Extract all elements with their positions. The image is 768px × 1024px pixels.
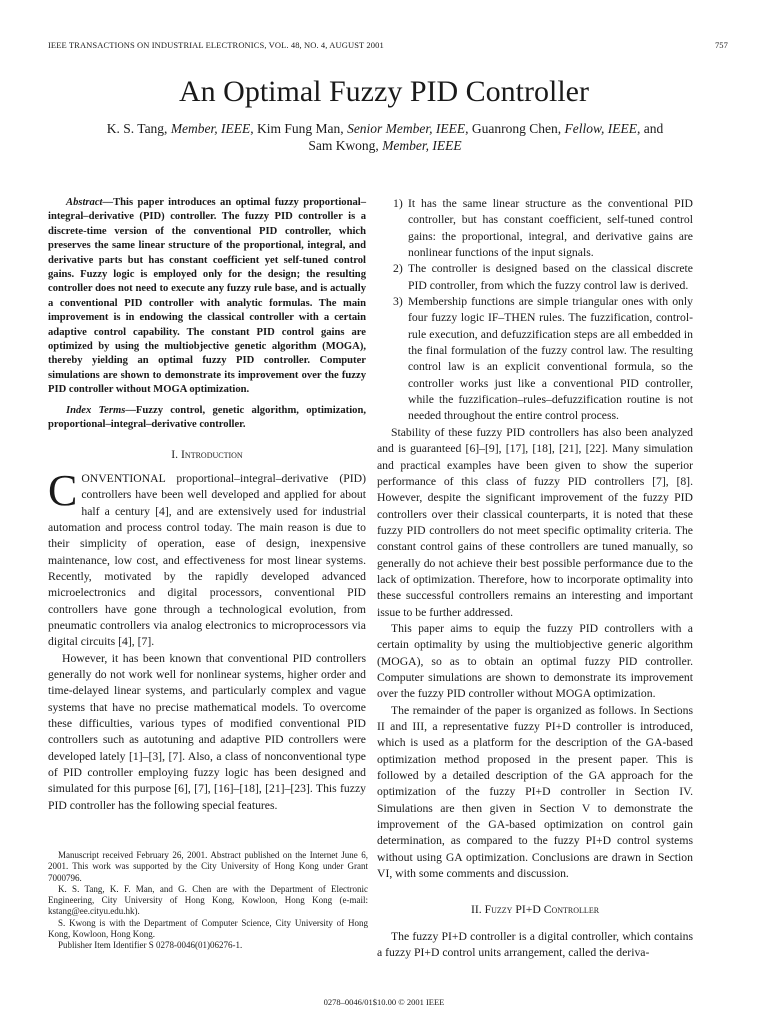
- author-list: [70, 120, 700, 154]
- list-item: [377, 294, 693, 425]
- paragraph: The remainder of the paper is organized as follows. In Sections II and III, a representative fuzzy PI+D controller is introduced, which is used as a platform for the description of the GA-based optimization method proposed in the present paper. This is followed by a detailed description of the GA approach for the optimization of the fuzzy PI+D controller in Section IV. Simulations are then given in Section V to demonstrate the improvement of the GA-based optimization on control gain determination, as compared to the fuzzy PI+D control systems without using GA optimization. Conclusions are drawn in Section VI, with some comments and discussion.: [377, 703, 693, 881]
- section-title: Introduction: [181, 447, 243, 461]
- author-role: Member, IEEE: [382, 138, 462, 153]
- author-role: Fellow, IEEE: [564, 121, 637, 136]
- abstract-text: —This paper introduces an optimal fuzzy proportional–integral–derivative (PID) controller. The fuzzy PID controller is a discrete-time version of the conventional PID controller, which preserves the same linear structure of the proportional, integral, and derivative parts but has constant coefficient yet self-tuned control gains. Fuzzy logic is employed only for the design; the resulting controller does not need to execute any fuzzy rule base, and is actually a conventional PID controller with analytic formulas. The main improvement is in endowing the classical controller with a certain adaptive control capability. The constant PID control gains are optimized by using the multiobjective genetic algorithm (MOGA), thereby yielding an optimal fuzzy PID controller. Computer simulations are shown to demonstrate its improvement over the fuzzy PID controller without MOGA optimization.: [48, 197, 366, 396]
- list-item: [377, 261, 693, 294]
- intro-paragraph-1: [48, 465, 366, 651]
- section-numeral: I.: [171, 447, 179, 461]
- author-role: Member, IEEE: [170, 121, 251, 136]
- page-number: 757: [714, 40, 728, 50]
- right-column: [377, 196, 693, 961]
- section-heading-introduction: [48, 447, 366, 463]
- author-name: , Guanrong Chen,: [465, 121, 562, 136]
- journal-name: IEEE TRANSACTIONS ON INDUSTRIAL ELECTRONICS, VOL. 48, NO. 4, AUGUST 2001: [48, 40, 384, 50]
- features-list: [377, 196, 693, 425]
- list-text: The controller is designed based on the classical discrete PID controller, from which the fuzzy control law is derived.: [408, 262, 693, 292]
- paragraph-text: ONVENTIONAL proportional–integral–derivative (PID) controllers have been well developed and applied for about half a century [4], and are extensively used for industrial automation and process control today. The main reason is due to their simplicity of operation, ease of design, inexpensive maintenance, low cost, and effectiveness for most linear systems. Recently, motivated by the rapidly developed advanced microelectronics and digital processors, conventional PID controllers have gone through a technological evolution, from pneumatic controllers via analog electronics to microprocessors via digital circuits [4], [7].: [48, 471, 366, 649]
- section-heading-fuzzy-pid: [377, 902, 693, 918]
- paragraph: The fuzzy PI+D controller is a digital controller, which contains a fuzzy PI+D control units arrangement, called the deriva-: [377, 929, 693, 960]
- index-terms-text: —Fuzzy control, genetic algorithm, optimization, proportional–integral–derivative controller.: [48, 404, 366, 431]
- footnote: Manuscript received February 26, 2001. Abstract published on the Internet June 6, 2001. This work was supported by the City University of Hong Kong under Grant 7000796.: [48, 850, 368, 883]
- list-text: It has the same linear structure as the conventional PID controller, but has constant coefficient, self-tuned control gains: the proportional, integral, and derivative gains are nonlinear functions of the input signals.: [408, 197, 693, 260]
- author-name: Sam Kwong,: [308, 138, 379, 153]
- paragraph: Stability of these fuzzy PID controllers has also been analyzed and is guaranteed [6]–[9], [17], [18], [21], [22]. Many simulation and practical examples have been given to show the superior performance of this class of fuzzy PID controllers [7], [8]. However, despite the significant improvement of the fuzzy PID controllers over their classical counterparts, it is noted that these fuzzy PID controllers do not meet specific optimality criteria. The constant control gains of these controllers are tuned manually, so generally do not achieve their best possible performance due to the lack of optimization. Therefore, how to incorporate optimality into these successful controllers remains an interesting and important issue to be further addressed.: [377, 425, 693, 619]
- list-number: 2): [393, 262, 403, 276]
- running-header: [48, 40, 728, 50]
- author-name: K. S. Tang,: [106, 121, 168, 136]
- footnote: K. S. Tang, K. F. Man, and G. Chen are with the Department of Electronic Engineering, City University of Hong Kong, Kowloon, Hong Kong (e-mail: kstang@ee.cityu.edu.hk).: [48, 883, 368, 917]
- footnotes: [48, 850, 368, 952]
- left-column: [48, 196, 366, 814]
- section-title: Fuzzy PI+D Controller: [484, 903, 600, 917]
- index-terms-label: Index Terms: [66, 404, 126, 416]
- list-text: Membership functions are simple triangular ones with only four fuzzy logic IF–THEN rules. The fuzzification, control-rule execution, and defuzzification steps are all embedded in the final formulation of the fuzzy control law. The resulting control law is an explicit conventional formula, so the controller works just like a conventional PID controller, while the fuzzification–rules–defuzzification routine is not needed throughout the entire control process.: [408, 295, 693, 423]
- footnote: S. Kwong is with the Department of Computer Science, City University of Hong Kong, Kowloon, Hong Kong.: [48, 917, 368, 940]
- list-number: 1): [393, 197, 403, 210]
- list-item: [377, 196, 693, 261]
- paragraph: This paper aims to equip the fuzzy PID controllers with a certain optimality by using the multiobjective generic algorithm (MOGA), so as to obtain an optimal fuzzy PID controller. Computer simulations are shown to demonstrate its improvement over the fuzzy PID controller without MOGA optimization.: [377, 621, 693, 701]
- index-terms: [48, 404, 366, 433]
- list-number: 3): [393, 295, 403, 309]
- copyright-footer: 0278–0046/01$10.00 © 2001 IEEE: [323, 997, 445, 1007]
- drop-cap: C: [48, 465, 78, 515]
- footnote: Publisher Item Identifier S 0278-0046(01)06276-1.: [58, 940, 243, 951]
- intro-paragraph-2: However, it has been known that conventional PID controllers generally do not work well for nonlinear systems, higher order and time-delayed linear systems, and particularly complex and vague systems that have no precise mathematical models. To overcome these difficulties, various types of modified conventional PID controllers such as autotuning and adaptive PID controllers were developed lately [1]–[3], [7]. Also, a class of nonconventional type of PID controller employing fuzzy logic has been designed and simulated for this purpose [6], [7], [16]–[18], [21]–[23]. This fuzzy PID controller has the following special features.: [48, 651, 366, 812]
- paper-title: An Optimal Fuzzy PID Controller: [179, 75, 589, 108]
- abstract-label: Abstract: [66, 197, 103, 208]
- author-role: Senior Member, IEEE: [347, 121, 466, 136]
- section-numeral: II.: [470, 903, 482, 917]
- author-separator: , and: [637, 121, 664, 136]
- author-name: , Kim Fung Man,: [250, 121, 344, 136]
- abstract: [48, 196, 366, 398]
